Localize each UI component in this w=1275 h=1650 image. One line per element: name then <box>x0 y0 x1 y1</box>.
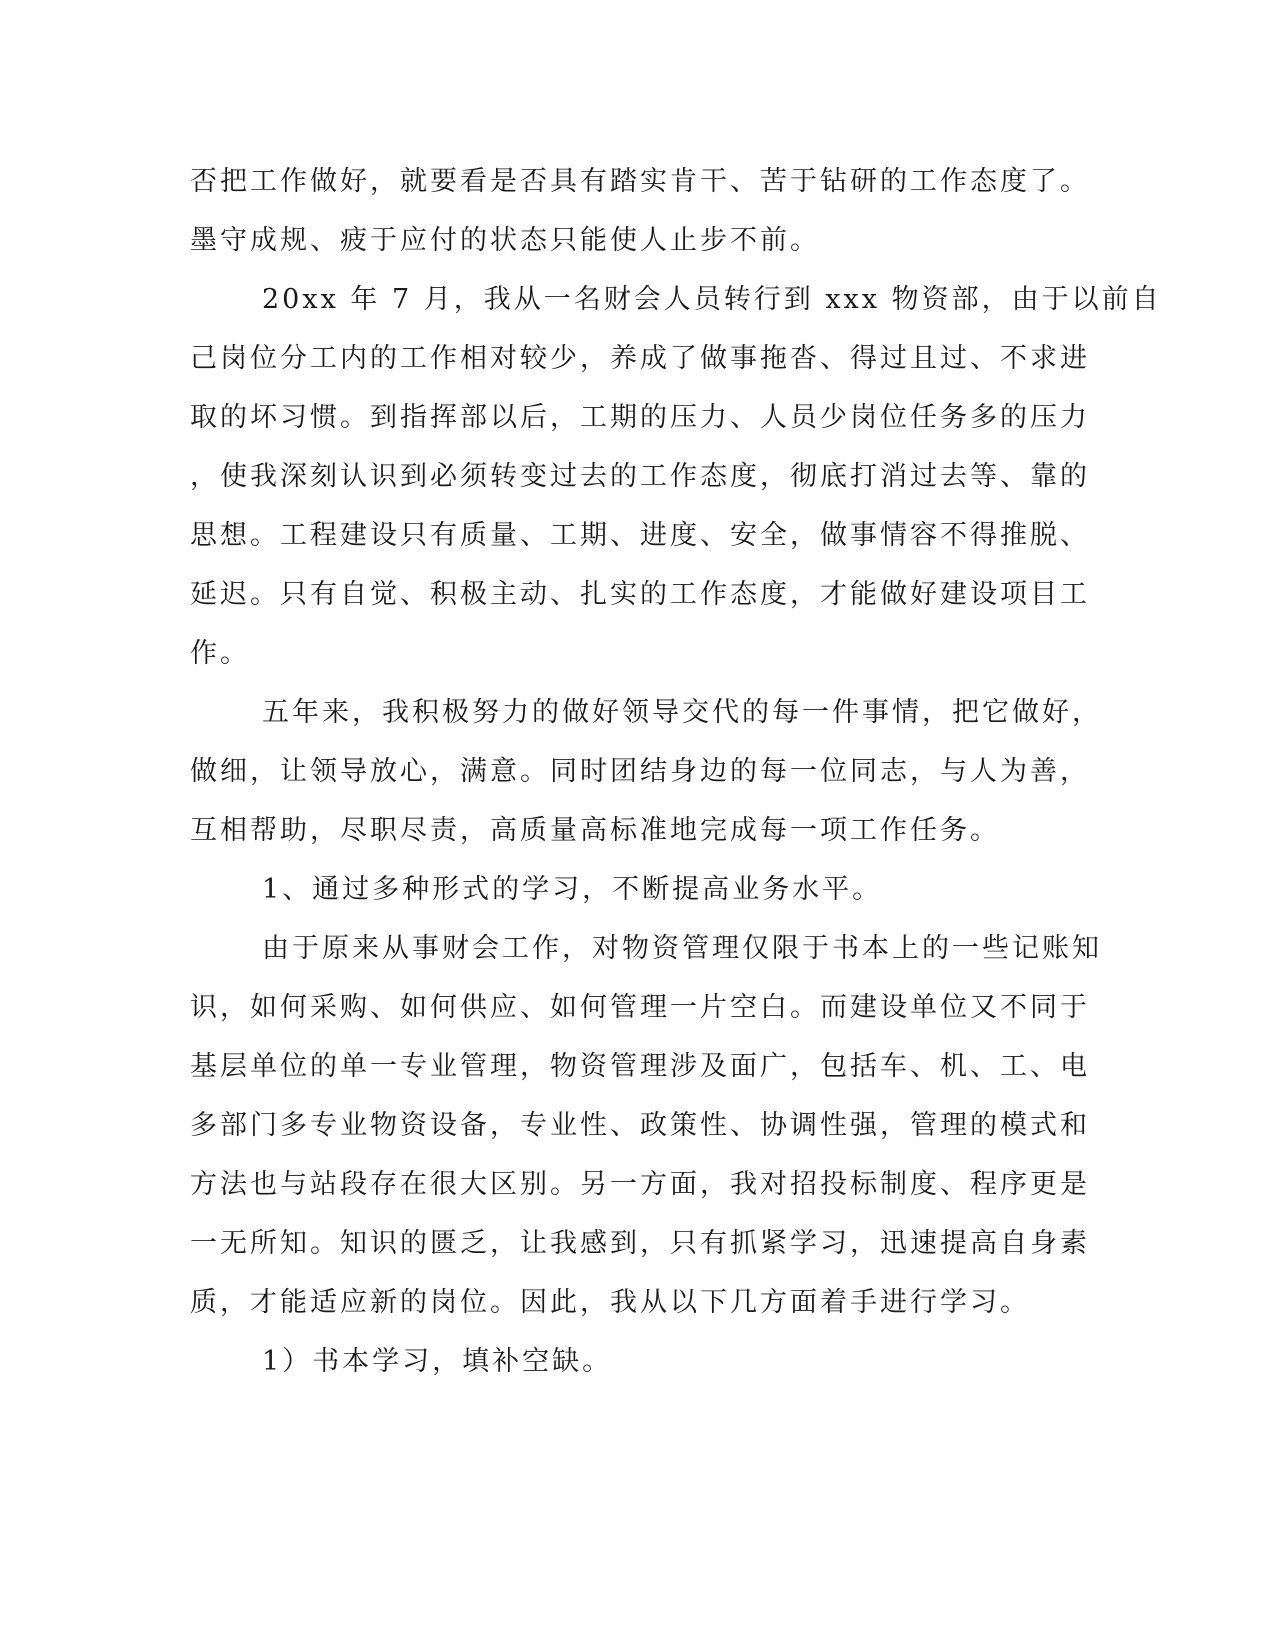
text-line: 五年来，我积极努力的做好领导交代的每一件事情，把它做好， <box>262 697 1102 728</box>
text-line: 己岗位分工内的工作相对较少，养成了做事拖沓、得过且过、不求进 <box>190 343 1090 374</box>
text-line: 识，如何采购、如何供应、如何管理一片空白。而建设单位又不同于 <box>190 992 1090 1023</box>
text-line: 作。 <box>190 638 250 669</box>
text-line: 思想。工程建设只有质量、工期、进度、安全，做事情容不得推脱、 <box>190 520 1090 551</box>
subsection-heading: 1）书本学习，填补空缺。 <box>262 1346 613 1377</box>
text-line: 由于原来从事财会工作，对物资管理仅限于书本上的一些记账知 <box>262 933 1102 964</box>
text-line: 墨守成规、疲于应付的状态只能使人止步不前。 <box>190 225 820 256</box>
text-line: 否把工作做好，就要看是否具有踏实肯干、苦于钻研的工作态度了。 <box>190 166 1090 197</box>
text-line: 质，才能适应新的岗位。因此，我从以下几方面着手进行学习。 <box>190 1287 1030 1318</box>
text-line: 基层单位的单一专业管理，物资管理涉及面广，包括车、机、工、电 <box>190 1051 1090 1082</box>
section-heading: 1、通过多种形式的学习，不断提高业务水平。 <box>262 874 883 905</box>
text-line: 互相帮助，尽职尽责，高质量高标准地完成每一项工作任务。 <box>190 815 1000 846</box>
text-line: ，使我深刻认识到必须转变过去的工作态度，彻底打消过去等、靠的 <box>190 461 1090 492</box>
text-line: 延迟。只有自觉、积极主动、扎实的工作态度，才能做好建设项目工 <box>190 579 1090 610</box>
text-line: 做细，让领导放心，满意。同时团结身边的每一位同志，与人为善， <box>190 756 1090 787</box>
text-line: 方法也与站段存在很大区别。另一方面，我对招投标制度、程序更是 <box>190 1169 1090 1200</box>
text-line: 取的坏习惯。到指挥部以后，工期的压力、人员少岗位任务多的压力 <box>190 402 1090 433</box>
text-line: 一无所知。知识的匮乏，让我感到，只有抓紧学习，迅速提高自身素 <box>190 1228 1090 1259</box>
text-line: 多部门多专业物资设备，专业性、政策性、协调性强，管理的模式和 <box>190 1110 1090 1141</box>
text-line: 20xx 年 7 月，我从一名财会人员转行到 xxx 物资部，由于以前自 <box>262 284 1162 315</box>
